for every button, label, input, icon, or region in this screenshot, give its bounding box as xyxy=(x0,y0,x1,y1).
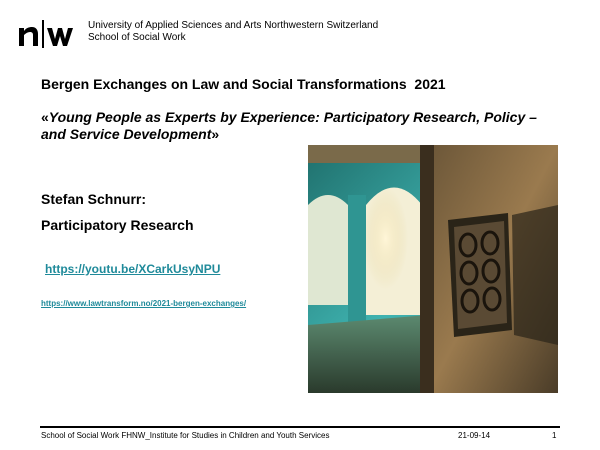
subtitle-close-quote: » xyxy=(211,126,220,142)
footer-date: 21-09-14 xyxy=(458,431,491,440)
speaker-name: Stefan Schnurr: xyxy=(41,191,147,207)
subtitle-open-quote: « xyxy=(41,109,49,125)
fhnw-logo-mark xyxy=(18,18,80,48)
talk-title: Participatory Research xyxy=(41,217,194,233)
talk-subtitle xyxy=(41,109,561,143)
institution-line-2: School of Social Work xyxy=(88,32,186,43)
subtitle-text: Young People as Experts by Experience: Participatory Research, Policy – and Service Development xyxy=(41,109,537,142)
video-link[interactable]: https://youtu.be/XCarkUsyNPU xyxy=(45,262,221,276)
page-number: 1 xyxy=(552,431,557,440)
fhnw-logo-icon xyxy=(18,18,80,48)
institution-name xyxy=(88,20,378,44)
event-link[interactable]: https://www.lawtransform.no/2021-bergen-exchanges/ xyxy=(41,299,247,308)
footer-divider xyxy=(40,426,560,428)
institution-line-1: University of Applied Sciences and Arts Northwestern Switzerland xyxy=(88,20,379,31)
photo-illustration xyxy=(308,145,558,393)
event-title: Bergen Exchanges on Law and Social Transformations 2021 xyxy=(41,76,446,92)
footer-institute: School of Social Work FHNW_Institute for Studies in Children and Youth Services xyxy=(41,431,330,440)
ornate-window-photo xyxy=(308,145,558,393)
